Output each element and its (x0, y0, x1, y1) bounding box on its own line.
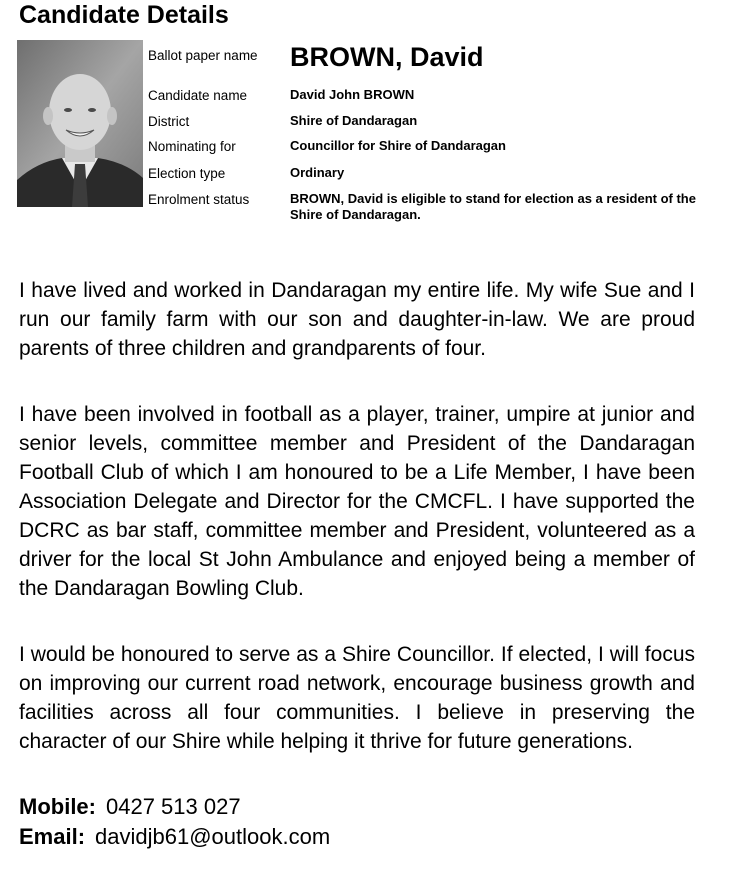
election-type-value: Ordinary (290, 165, 345, 180)
email-label: Email: (19, 824, 86, 849)
bio-paragraph: I have lived and worked in Dandaragan my entire life. My wife Sue and I run our family farm with our son and daughter-in-law. We are proud parents of three children and grandparents of four. (19, 279, 695, 360)
email-line (19, 822, 330, 852)
page-title: Candidate Details (19, 1, 229, 29)
enrolment-status-label: Enrolment status (148, 192, 250, 207)
mobile-value: 0427 513 027 (106, 794, 241, 819)
email-value[interactable]: davidjb61@outlook.com (95, 824, 331, 849)
district-label: District (148, 114, 190, 129)
candidate-photo (17, 40, 143, 207)
election-type-label: Election type (148, 166, 226, 181)
mobile-label: Mobile: (19, 794, 96, 819)
ballot-paper-name-label: Ballot paper name (148, 48, 258, 63)
candidate-name-value: David John BROWN (290, 87, 415, 102)
enrolment-status-value: BROWN, David is eligible to stand for election as a resident of the Shire of Dandaragan. (290, 191, 696, 222)
district-value: Shire of Dandaragan (290, 113, 418, 128)
ballot-paper-name-value: BROWN, David (290, 42, 484, 72)
bio-paragraph: I have been involved in football as a player, trainer, umpire at junior and senior levels, committee member and President of the Dandaragan Football Club of which I am honoured to be a Life Member, I have been Association Delegate and Director for the CMCFL. I have supported the DCRC as bar staff, committee member and President, volunteered as a driver for the local St John Ambulance and enjoyed being a member of the Dandaragan Bowling Club. (19, 403, 695, 600)
bio-paragraph: I would be honoured to serve as a Shire Councillor. If elected, I will focus on improving our current road network, encourage business growth and facilities across all four communities. I believe in preserving the character of our Shire while helping it thrive for future generations. (19, 643, 695, 753)
nominating-for-value: Councillor for Shire of Dandaragan (290, 138, 506, 153)
nominating-for-label: Nominating for (148, 139, 236, 154)
mobile-line (19, 792, 241, 822)
candidate-name-label: Candidate name (148, 88, 248, 103)
